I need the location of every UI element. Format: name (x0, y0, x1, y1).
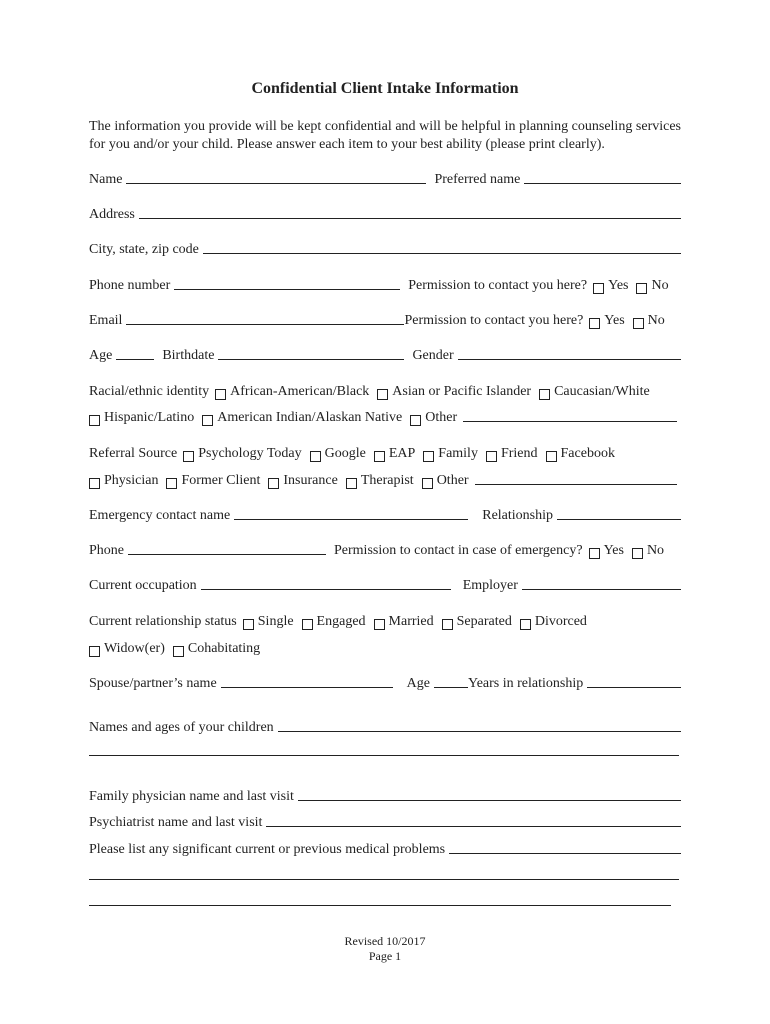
row-race-1 (89, 380, 681, 400)
psychiatrist-label: Psychiatrist name and last visit (89, 815, 263, 830)
no-checkbox[interactable] (633, 318, 644, 329)
medical-problems-field[interactable] (449, 853, 681, 854)
race-checkbox[interactable] (377, 389, 388, 400)
medical-problems-label: Please list any significant current or previous medical problems (89, 842, 446, 857)
row-phone-number (89, 274, 681, 294)
status-option: Engaged (316, 614, 366, 629)
referral-option: Friend (500, 446, 538, 461)
referral-option: Therapist (360, 473, 414, 488)
row-occupation (89, 574, 681, 594)
referral-option: EAP (388, 446, 416, 461)
age-field[interactable] (116, 359, 154, 360)
form-title: Confidential Client Intake Information (251, 80, 519, 97)
occupation-label: Current occupation (89, 578, 197, 593)
status-checkbox[interactable] (173, 646, 184, 657)
referral-option: Google (324, 446, 366, 461)
yes-checkbox[interactable] (593, 283, 604, 294)
emergency-phone-field[interactable] (128, 554, 326, 555)
name-label: Name (89, 172, 123, 187)
phone-number-field[interactable] (174, 289, 400, 290)
status-option: Married (388, 614, 434, 629)
status-checkbox[interactable] (302, 619, 313, 630)
row-city (89, 238, 681, 258)
status-option: Single (257, 614, 294, 629)
status-checkbox[interactable] (243, 619, 254, 630)
preferred-name-label: Preferred name (434, 172, 521, 187)
status-label: Current relationship status (89, 614, 237, 629)
birthdate-field[interactable] (218, 359, 404, 360)
race-option: Hispanic/Latino (104, 410, 195, 425)
status-option: Separated (456, 614, 512, 629)
row-age (89, 344, 681, 364)
employer-field[interactable] (522, 589, 681, 590)
referral-checkbox[interactable] (89, 478, 100, 489)
no-checkbox[interactable] (632, 548, 643, 559)
spouse-age-label: Age (406, 676, 430, 691)
intro-paragraph: The information you provide will be kept confidential and will be helpful in planning counseling services for you and/or your child. Please answer each item to your best ability (please print clearly). (89, 119, 681, 152)
referral-option: Insurance (283, 473, 338, 488)
row-email (89, 309, 681, 329)
gender-field[interactable] (458, 359, 681, 360)
children-extra-line[interactable] (89, 755, 679, 756)
referral-checkbox[interactable] (268, 478, 279, 489)
family-physician-field[interactable] (298, 800, 681, 801)
referral-option: Facebook (560, 446, 615, 461)
race-option: African-American/Black (230, 384, 370, 399)
row-family-physician (89, 785, 681, 805)
row-status-1 (89, 610, 681, 630)
row-emergency-contact (89, 504, 681, 524)
status-checkbox[interactable] (520, 619, 531, 630)
status-checkbox[interactable] (89, 646, 100, 657)
address-field[interactable] (139, 218, 681, 219)
referral-other-field[interactable] (475, 484, 677, 485)
race-other-field[interactable] (463, 421, 677, 422)
race-label: Racial/ethnic identity (89, 384, 210, 399)
status-option: Cohabitating (187, 641, 261, 656)
row-race-2 (89, 406, 681, 426)
no-label: No (651, 278, 669, 293)
row-address (89, 203, 681, 223)
email-label: Email (89, 313, 123, 328)
psychiatrist-field[interactable] (266, 826, 681, 827)
family-physician-label: Family physician name and last visit (89, 789, 294, 804)
referral-checkbox[interactable] (346, 478, 357, 489)
gender-label: Gender (412, 348, 454, 363)
footer (0, 934, 770, 964)
race-checkbox[interactable] (410, 415, 421, 426)
age-label: Age (89, 348, 113, 363)
row-status-2 (89, 637, 681, 657)
row-referral-2 (89, 469, 681, 489)
children-label: Names and ages of your children (89, 720, 274, 735)
relationship-label: Relationship (482, 508, 554, 523)
revised-date: Revised 10/2017 (344, 934, 426, 948)
medical-extra-line-2[interactable] (89, 905, 671, 906)
children-field[interactable] (278, 731, 681, 732)
race-option: Asian or Pacific Islander (392, 384, 532, 399)
page-number: Page 1 (368, 949, 402, 963)
status-checkbox[interactable] (374, 619, 385, 630)
yes-label: Yes (608, 278, 629, 293)
city-label: City, state, zip code (89, 242, 199, 257)
race-option: Other (425, 410, 458, 425)
row-name (89, 168, 681, 188)
status-option: Divorced (534, 614, 587, 629)
years-relationship-field[interactable] (587, 687, 681, 688)
referral-label: Referral Source (89, 446, 178, 461)
row-children (89, 716, 681, 736)
yes-checkbox[interactable] (589, 548, 600, 559)
race-checkbox[interactable] (539, 389, 550, 400)
referral-checkbox[interactable] (374, 451, 385, 462)
emergency-contact-field[interactable] (234, 519, 468, 520)
referral-option: Physician (104, 473, 159, 488)
spouse-name-label: Spouse/partner’s name (89, 676, 217, 691)
preferred-name-field[interactable] (524, 183, 681, 184)
phone-number-label: Phone number (89, 278, 171, 293)
race-checkbox[interactable] (215, 389, 226, 400)
referral-checkbox[interactable] (183, 451, 194, 462)
referral-option: Psychology Today (198, 446, 302, 461)
row-referral-1 (89, 442, 681, 462)
row-psychiatrist (89, 811, 681, 831)
race-option: American Indian/Alaskan Native (217, 410, 403, 425)
race-checkbox[interactable] (202, 415, 213, 426)
referral-checkbox[interactable] (546, 451, 557, 462)
row-spouse (89, 672, 681, 692)
city-field[interactable] (203, 253, 681, 254)
birthdate-label: Birthdate (162, 348, 215, 363)
referral-checkbox[interactable] (486, 451, 497, 462)
status-option: Widow(er) (104, 641, 165, 656)
row-medical (89, 838, 681, 858)
email-field[interactable] (126, 324, 404, 325)
race-checkbox[interactable] (89, 415, 100, 426)
phone-label: Phone (89, 543, 124, 558)
referral-checkbox[interactable] (310, 451, 321, 462)
permission-email-label: Permission to contact you here? (404, 313, 584, 328)
medical-extra-line-1[interactable] (89, 879, 679, 880)
status-checkbox[interactable] (442, 619, 453, 630)
permission-emergency-label: Permission to contact in case of emergency? (334, 543, 583, 558)
referral-option: Family (438, 446, 478, 461)
yes-checkbox[interactable] (589, 318, 600, 329)
row-emergency-phone (89, 539, 681, 559)
yes-label: Yes (603, 543, 624, 558)
no-label: No (646, 543, 665, 558)
permission-here-label: Permission to contact you here? (408, 278, 588, 293)
no-label: No (647, 313, 665, 328)
race-option: Caucasian/White (554, 384, 650, 399)
occupation-field[interactable] (201, 589, 451, 590)
name-field[interactable] (126, 183, 426, 184)
referral-checkbox[interactable] (422, 478, 433, 489)
spouse-name-field[interactable] (221, 687, 393, 688)
referral-checkbox[interactable] (166, 478, 177, 489)
referral-option: Other (436, 473, 469, 488)
referral-checkbox[interactable] (423, 451, 434, 462)
address-label: Address (89, 207, 135, 222)
years-relationship-label: Years in relationship (467, 676, 584, 691)
relationship-field[interactable] (557, 519, 681, 520)
no-checkbox[interactable] (636, 283, 647, 294)
spouse-age-field[interactable] (434, 687, 468, 688)
yes-label: Yes (604, 313, 625, 328)
referral-option: Former Client (181, 473, 261, 488)
employer-label: Employer (462, 578, 518, 593)
emergency-contact-label: Emergency contact name (89, 508, 231, 523)
